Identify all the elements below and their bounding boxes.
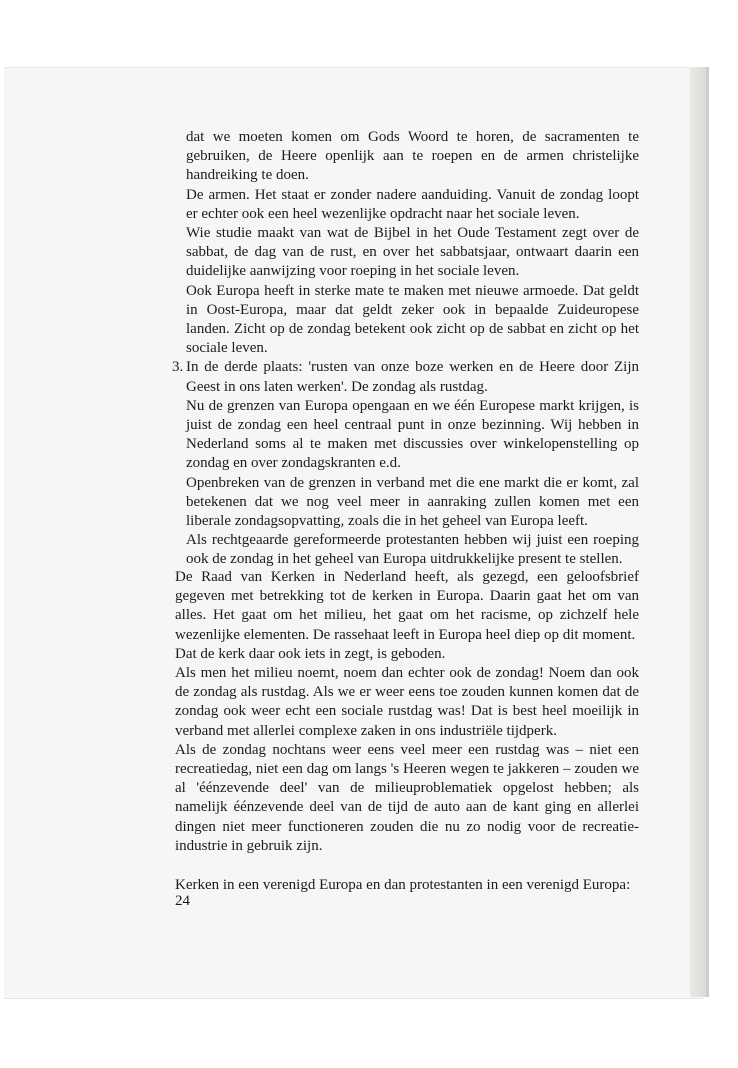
list-item-number: 3. [172,359,184,376]
paragraph: Kerken in een verenigd Europa en dan protestanten in een verenigd Europa: [175,877,631,894]
paragraph: De armen. Het staat er zonder nadere aanduiding. Vanuit de zondag loopt er echter ook een heel wezenlijke opdracht naar het sociale leven. [186,186,639,222]
paragraph: Als de zondag nochtans weer eens veel meer een rustdag was – niet een recreatiedag, niet een dag om langs 's Heeren wegen te jakkeren – zouden we al 'éénzevende deel' van de milieuproblematiek opgelost hebben; als namelijk éénzevende deel van de tijd de auto aan de kant ging en allerlei dingen niet meer functioneren zouden die nu zo nodig voor de recreatie-industrie in gebruik zijn. [175,741,639,854]
paragraph: Nu de grenzen van Europa opengaan en we één Europese markt krijgen, is juist de zondag een heel centraal punt in onze bezinning. Wij hebben in Nederland soms al te maken met discussies over winkelopenstelling op zondag en over zondagskranten e.d. [186,397,639,472]
page-number: 24 [175,893,190,909]
paragraph: Wie studie maakt van wat de Bijbel in het Oude Testament zegt over de sabbat, de dag van de rust, en over het sabbatsjaar, ontwaart daarin een duidelijke aanwijzing voor roeping in het sociale leven. [186,225,639,280]
body-text [172,128,639,570]
book-spine [690,67,706,997]
page-edge [706,67,709,997]
paragraph: Als rechtgeaarde gereformeerde protestanten hebben wij juist een roeping ook de zondag in het geheel van Europa uitdrukkelijke present te stellen. [186,532,639,568]
list-item-3 [172,358,639,569]
paragraph: Als men het milieu noemt, noem dan echter ook de zondag! Noem dan ook de zondag als rustdag. Als we er weer eens toe zouden kunnen komen dat de zondag ook weer echt een sociale rustdag was! Dat is best heel moeilijk in verband met allerlei complexe zaken in ons industriële tijdperk. [175,665,639,739]
paragraph: De Raad van Kerken in Nederland heeft, als gezegd, een geloofsbrief gegeven met betrekking tot de kerken in Europa. Daarin gaat het om van alles. Het gaat om het milieu, het gaat om het racisme, op zichzelf hele wezenlijke elementen. De rassehaat leeft in Europa heel diep op dit moment. [175,569,639,643]
paragraph: In de derde plaats: 'rusten van onze boze werken en de Heere door Zijn Geest in ons laten werken'. De zondag als rustdag. [186,359,639,395]
paragraph: dat we moeten komen om Gods Woord te horen, de sacramenten te gebruiken, de Heere openlijk aan te roepen en de armen christelijke handreiking te doen. [186,129,639,184]
paragraph: Openbreken van de grenzen in verband met die ene markt die er komt, zal betekenen dat we nog veel meer in aanraking zullen komen met een liberale zondagsopvatting, zoals die in het geheel van Europa leeft. [186,474,639,530]
paragraph: Dat de kerk daar ook iets in zegt, is geboden. [175,645,446,662]
spacer [175,856,639,876]
body-text-section [175,568,639,895]
paragraph: Ook Europa heeft in sterke mate te maken met nieuwe armoede. Dat geldt in Oost-Europa, maar dat geldt zeker ook in bepaalde Zuideuropese landen. Zicht op de zondag betekent ook zicht op de sabbat en zicht op het sociale leven. [186,282,639,357]
